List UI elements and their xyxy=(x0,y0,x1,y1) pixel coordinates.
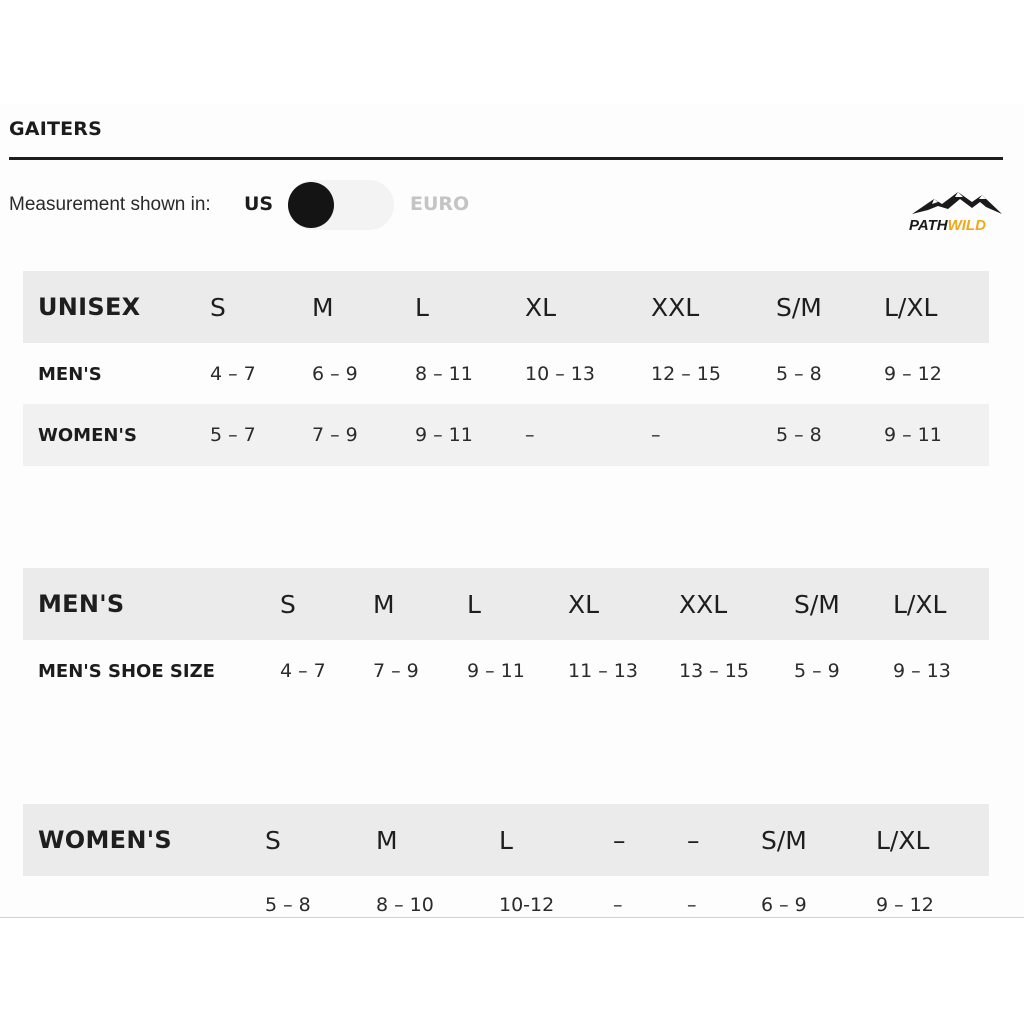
header-cell: XL xyxy=(568,589,600,619)
size-chart-panel xyxy=(0,104,1024,918)
pathwild-logo xyxy=(908,190,1004,240)
table-header-row xyxy=(23,271,989,343)
table-cell: 9 – 12 xyxy=(884,363,942,385)
header-cell: S xyxy=(280,589,296,619)
mountain-icon xyxy=(908,190,1004,218)
header-cell: XXL xyxy=(679,589,728,619)
header-cell: L/XL xyxy=(893,589,947,619)
table-cell: 9 – 11 xyxy=(467,660,525,682)
header-cell: L xyxy=(415,292,429,322)
table-cell: – xyxy=(613,894,623,916)
header-cell: M xyxy=(376,825,398,855)
table-cell: 10 – 13 xyxy=(525,363,595,385)
logo-text-path: PATH xyxy=(909,217,948,234)
table-cell: 8 – 11 xyxy=(415,363,473,385)
toggle-knob[interactable] xyxy=(288,182,334,228)
page-title: GAITERS xyxy=(9,118,103,140)
table-cell: 9 – 12 xyxy=(876,894,934,916)
table-header-row xyxy=(23,568,989,640)
table-cell: 10-12 xyxy=(499,894,555,916)
header-cell: L xyxy=(467,589,481,619)
table-cell: 7 – 9 xyxy=(312,424,358,446)
row-label: WOMEN'S xyxy=(38,424,137,446)
row-label: MEN'S SHOE SIZE xyxy=(38,660,215,682)
title-divider xyxy=(9,157,1003,160)
header-cell: XL xyxy=(525,292,557,322)
header-label: UNISEX xyxy=(38,293,141,321)
table-cell: 5 – 8 xyxy=(265,894,311,916)
table-cell: 5 – 8 xyxy=(776,363,822,385)
header-label: MEN'S xyxy=(38,590,125,618)
table-cell: – xyxy=(525,424,535,446)
table-cell: 4 – 7 xyxy=(210,363,256,385)
table-cell: 13 – 15 xyxy=(679,660,749,682)
table-row xyxy=(23,404,989,466)
table-cell: 8 – 10 xyxy=(376,894,434,916)
table-cell: 12 – 15 xyxy=(651,363,721,385)
unit-euro-label[interactable]: EURO xyxy=(410,193,470,215)
table-header-row xyxy=(23,804,989,876)
table-cell: – xyxy=(687,894,697,916)
header-cell: – xyxy=(613,825,626,855)
table-cell: 5 – 9 xyxy=(794,660,840,682)
table-cell: 5 – 7 xyxy=(210,424,256,446)
table-row xyxy=(23,640,989,702)
table-cell: 11 – 13 xyxy=(568,660,638,682)
table-cell: 6 – 9 xyxy=(761,894,807,916)
table-row xyxy=(23,343,989,405)
header-cell: XXL xyxy=(651,292,700,322)
table-cell: 9 – 11 xyxy=(884,424,942,446)
header-label: WOMEN'S xyxy=(38,826,172,854)
row-label: MEN'S xyxy=(38,363,102,385)
header-cell: S xyxy=(265,825,281,855)
measurement-label: Measurement shown in: xyxy=(9,194,211,215)
table-cell: 9 – 11 xyxy=(415,424,473,446)
header-cell: L/XL xyxy=(884,292,938,322)
header-cell: S/M xyxy=(794,589,840,619)
header-cell: L xyxy=(499,825,513,855)
unit-us-label[interactable]: US xyxy=(244,193,274,215)
table-row xyxy=(23,876,989,934)
table-cell: 5 – 8 xyxy=(776,424,822,446)
unit-toggle[interactable] xyxy=(288,180,394,230)
table-cell: 7 – 9 xyxy=(373,660,419,682)
header-cell: M xyxy=(312,292,334,322)
logo-text xyxy=(909,217,986,234)
header-cell: M xyxy=(373,589,395,619)
header-cell: S/M xyxy=(761,825,807,855)
header-cell: S xyxy=(210,292,226,322)
header-cell: L/XL xyxy=(876,825,930,855)
header-cell: S/M xyxy=(776,292,822,322)
table-cell: 6 – 9 xyxy=(312,363,358,385)
logo-text-wild: WILD xyxy=(947,217,986,234)
panel-bottom-border xyxy=(0,917,1024,918)
table-cell: 9 – 13 xyxy=(893,660,951,682)
table-cell: 4 – 7 xyxy=(280,660,326,682)
table-cell: – xyxy=(651,424,661,446)
header-cell: – xyxy=(687,825,700,855)
